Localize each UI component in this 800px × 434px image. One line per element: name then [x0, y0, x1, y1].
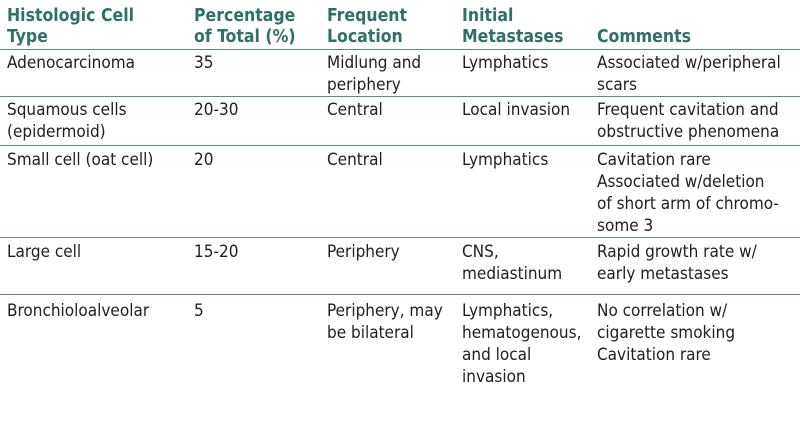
cell-metastases: CNS, mediastinum: [462, 242, 563, 284]
header-frequent-location: Frequent Location: [327, 6, 407, 47]
table-row: [0, 295, 800, 395]
cell-cell-type: Small cell (oat cell): [7, 150, 154, 170]
table-row: [0, 146, 800, 238]
cell-metastases: Lymphatics: [462, 150, 549, 170]
cell-percentage: 20: [194, 150, 214, 170]
header-initial-metastases: Initial Metastases: [462, 6, 564, 47]
cell-comments: No correlation w/ cigarette smoking Cavitation rare: [597, 301, 736, 365]
table-row: [0, 238, 800, 295]
cell-cell-type: Squamous cells (epidermoid): [7, 100, 127, 142]
cell-percentage: 35: [194, 53, 214, 73]
cell-cell-type: Adenocarcinoma: [7, 53, 136, 73]
cell-location: Central: [327, 150, 383, 170]
cell-location: Periphery: [327, 242, 400, 262]
table-row: [0, 97, 800, 146]
cell-location: Midlung and periphery: [327, 53, 422, 95]
cell-comments: Associated w/peripheral scars: [597, 53, 781, 95]
cell-location: Periphery, may be bilateral: [327, 301, 443, 343]
header-histologic-cell-type: Histologic Cell Type: [7, 6, 134, 47]
cell-percentage: 15-20: [194, 242, 239, 262]
table-row: [0, 50, 800, 97]
cell-metastases: Local invasion: [462, 100, 571, 120]
header-percentage-of-total: Percentage of Total (%): [194, 6, 296, 47]
cell-percentage: 20-30: [194, 100, 239, 120]
cell-metastases: Lymphatics: [462, 53, 549, 73]
header-comments: Comments: [597, 27, 691, 47]
cell-location: Central: [327, 100, 383, 120]
cell-cell-type: Bronchioloalveolar: [7, 301, 150, 321]
cell-comments: Cavitation rare Associated w/deletion of short arm of chromo- some 3: [597, 150, 779, 236]
table-header-row: [0, 0, 800, 50]
cell-comments: Rapid growth rate w/ early metastases: [597, 242, 757, 284]
cell-metastases: Lymphatics, hematogenous, and local invasion: [462, 301, 582, 387]
cell-comments: Frequent cavitation and obstructive phenomena: [597, 100, 780, 142]
cell-percentage: 5: [194, 301, 204, 321]
cell-cell-type: Large cell: [7, 242, 82, 262]
